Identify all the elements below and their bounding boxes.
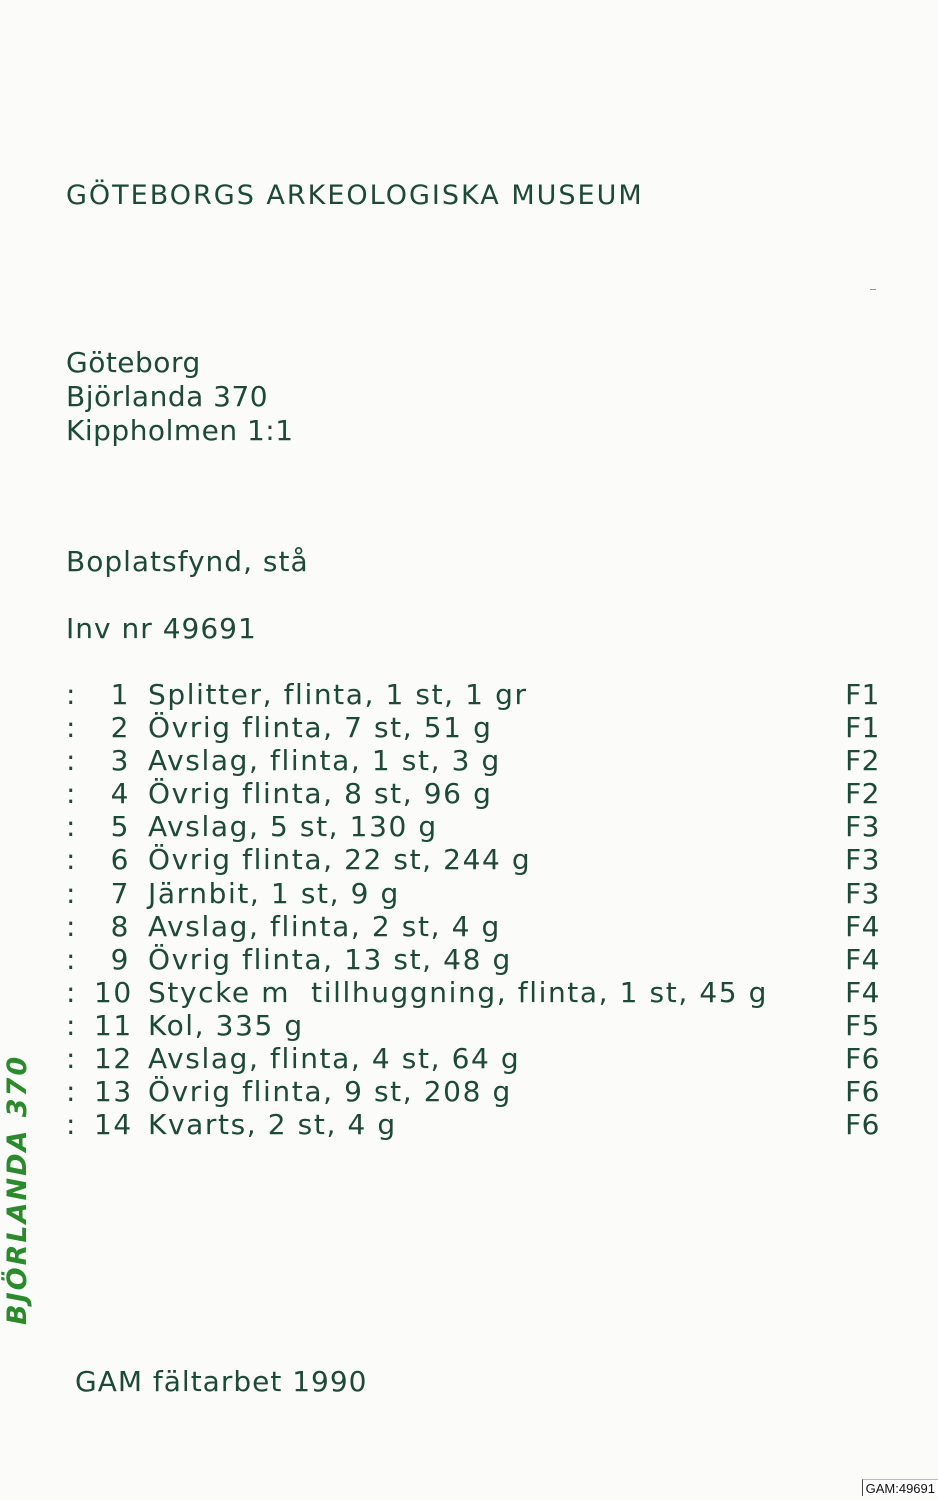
item-number: 5	[110, 810, 130, 844]
list-item	[66, 711, 886, 744]
item-number: 8	[110, 909, 130, 943]
list-item	[66, 1042, 886, 1075]
item-find-code: F1	[845, 711, 880, 745]
item-find-code: F1	[845, 678, 880, 711]
item-find-code: F6	[845, 1108, 880, 1142]
item-number: 6	[110, 843, 130, 877]
museum-header: GÖTEBORGS ARKEOLOGISKA MUSEUM	[66, 180, 644, 211]
item-number: 12	[94, 1042, 133, 1076]
item-description: Övrig flinta, 7 st, 51 g	[148, 711, 493, 745]
item-colon: :	[66, 1075, 78, 1109]
item-number: 9	[110, 942, 130, 976]
item-find-code: F3	[845, 876, 880, 910]
list-item	[66, 976, 886, 1009]
item-find-code: F2	[845, 744, 880, 778]
item-description: Avslag, flinta, 2 st, 4 g	[148, 909, 501, 943]
item-number: 7	[110, 876, 130, 910]
item-colon: :	[66, 942, 78, 976]
item-description: Avslag, flinta, 1 st, 3 g	[148, 744, 501, 778]
list-item	[66, 910, 886, 943]
parish-line: Björlanda 370	[66, 380, 269, 413]
item-colon: :	[66, 678, 78, 711]
item-description: Splitter, flinta, 1 st, 1 gr	[148, 678, 528, 711]
list-item	[66, 678, 886, 711]
item-description: Övrig flinta, 22 st, 244 g	[148, 843, 532, 877]
item-description: Avslag, 5 st, 130 g	[148, 810, 438, 844]
item-colon: :	[66, 909, 78, 943]
item-number: 4	[110, 777, 130, 811]
item-find-code: F4	[845, 975, 880, 1009]
item-colon: :	[66, 975, 78, 1009]
item-colon: :	[66, 1108, 78, 1142]
item-find-code: F2	[845, 777, 880, 811]
item-number: 13	[94, 1075, 133, 1109]
item-description: Stycke m tillhuggning, flinta, 1 st, 45 g	[148, 975, 769, 1009]
item-description: Järnbit, 1 st, 9 g	[148, 876, 400, 910]
list-item	[66, 810, 886, 843]
city-line: Göteborg	[66, 346, 201, 379]
item-find-code: F4	[845, 909, 880, 943]
item-description: Övrig flinta, 13 st, 48 g	[148, 942, 512, 976]
item-number: 2	[110, 711, 130, 745]
find-category: Boplatsfynd, stå	[66, 545, 309, 578]
paper-speck	[870, 289, 876, 290]
item-description: Kol, 335 g	[148, 1008, 304, 1042]
list-item	[66, 877, 886, 910]
location-block	[66, 346, 294, 448]
item-colon: :	[66, 843, 78, 877]
item-find-code: F5	[845, 1008, 880, 1042]
item-description: Övrig flinta, 8 st, 96 g	[148, 777, 493, 811]
item-description: Avslag, flinta, 4 st, 64 g	[148, 1042, 521, 1076]
inventory-line	[66, 612, 257, 645]
list-item	[66, 1075, 886, 1108]
list-item	[66, 843, 886, 876]
item-colon: :	[66, 1008, 78, 1042]
list-item	[66, 777, 886, 810]
item-colon: :	[66, 744, 78, 778]
list-item	[66, 744, 886, 777]
inventory-number: 49691	[162, 612, 257, 645]
item-find-code: F6	[845, 1075, 880, 1109]
site-line: Kippholmen 1:1	[66, 414, 294, 447]
inventory-label: Inv nr	[66, 612, 153, 645]
item-find-code: F4	[845, 942, 880, 976]
item-colon: :	[66, 876, 78, 910]
item-find-code: F3	[845, 843, 880, 877]
list-item	[66, 1108, 886, 1141]
item-colon: :	[66, 1042, 78, 1076]
fieldwork-footer: GAM fältarbet 1990	[75, 1365, 368, 1398]
item-colon: :	[66, 810, 78, 844]
item-number: 11	[94, 1008, 133, 1042]
item-description: Övrig flinta, 9 st, 208 g	[148, 1075, 512, 1109]
item-colon: :	[66, 711, 78, 745]
item-number: 3	[110, 744, 130, 778]
handwritten-note: BJÖRLANDA 370	[2, 1054, 33, 1325]
item-number: 10	[94, 975, 133, 1009]
list-item	[66, 1009, 886, 1042]
item-number: 1	[110, 678, 130, 711]
item-find-code: F3	[845, 810, 880, 844]
item-number: 14	[94, 1108, 133, 1142]
item-colon: :	[66, 777, 78, 811]
item-find-code: F6	[845, 1042, 880, 1076]
item-list	[66, 678, 886, 1141]
list-item	[66, 943, 886, 976]
item-description: Kvarts, 2 st, 4 g	[148, 1108, 397, 1142]
archive-stamp: GAM:49691	[862, 1479, 938, 1496]
